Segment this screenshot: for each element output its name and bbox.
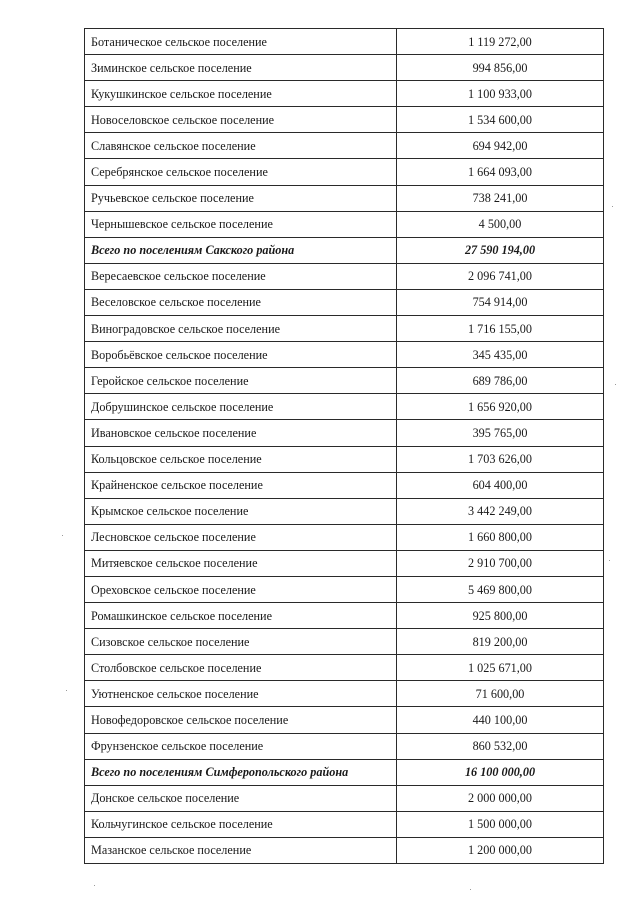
amount-cell: 5 469 800,00: [397, 576, 604, 602]
table-row: [85, 29, 604, 55]
settlement-name-cell: Чернышевское сельское поселение: [85, 211, 397, 237]
amount-cell: 1 660 800,00: [397, 524, 604, 550]
amount-cell: 754 914,00: [397, 289, 604, 315]
scan-speck: [609, 560, 610, 561]
table-row: [85, 524, 604, 550]
amount-cell: 1 664 093,00: [397, 159, 604, 185]
scan-speck: [470, 889, 471, 890]
settlement-name-cell: Ромашкинское сельское поселение: [85, 603, 397, 629]
settlement-name-cell: Новофедоровское сельское поселение: [85, 707, 397, 733]
table-row: [85, 681, 604, 707]
table-row: [85, 185, 604, 211]
table-row: [85, 629, 604, 655]
amount-cell: 1 703 626,00: [397, 446, 604, 472]
settlement-name-cell: Веселовское сельское поселение: [85, 289, 397, 315]
settlement-name-cell: Воробьёвское сельское поселение: [85, 342, 397, 368]
settlement-name-cell: Ручьевское сельское поселение: [85, 185, 397, 211]
amount-cell: 925 800,00: [397, 603, 604, 629]
amount-cell: 1 500 000,00: [397, 811, 604, 837]
amount-cell: 3 442 249,00: [397, 498, 604, 524]
amount-cell: 4 500,00: [397, 211, 604, 237]
table-row: [85, 159, 604, 185]
settlement-name-cell: Донское сельское поселение: [85, 785, 397, 811]
amount-cell: 2 096 741,00: [397, 263, 604, 289]
settlement-name-cell: Геройское сельское поселение: [85, 368, 397, 394]
settlement-name-cell: Уютненское сельское поселение: [85, 681, 397, 707]
settlement-name-cell: Ботаническое сельское поселение: [85, 29, 397, 55]
scan-speck: [66, 690, 67, 691]
scan-speck: [94, 885, 95, 886]
table-row: [85, 603, 604, 629]
amount-cell: 1 534 600,00: [397, 107, 604, 133]
district-total-label: Всего по поселениям Сакского района: [85, 237, 397, 263]
settlement-name-cell: Добрушинское сельское поселение: [85, 394, 397, 420]
settlement-name-cell: Митяевское сельское поселение: [85, 550, 397, 576]
settlement-name-cell: Лесновское сельское поселение: [85, 524, 397, 550]
settlement-name-cell: Крымское сельское поселение: [85, 498, 397, 524]
settlement-name-cell: Серебрянское сельское поселение: [85, 159, 397, 185]
settlement-name-cell: Сизовское сельское поселение: [85, 629, 397, 655]
amount-cell: 1 200 000,00: [397, 837, 604, 863]
amount-cell: 860 532,00: [397, 733, 604, 759]
scan-speck: [62, 535, 63, 536]
table-row: [85, 263, 604, 289]
amount-cell: 1 025 671,00: [397, 655, 604, 681]
amount-cell: 604 400,00: [397, 472, 604, 498]
amount-cell: 345 435,00: [397, 342, 604, 368]
settlement-name-cell: Фрунзенское сельское поселение: [85, 733, 397, 759]
amount-cell: 819 200,00: [397, 629, 604, 655]
table-row: [85, 498, 604, 524]
amount-cell: 2 000 000,00: [397, 785, 604, 811]
settlement-name-cell: Кукушкинское сельское поселение: [85, 81, 397, 107]
table-row: [85, 81, 604, 107]
scan-speck: [615, 384, 616, 385]
settlement-name-cell: Крайненское сельское поселение: [85, 472, 397, 498]
amount-cell: 994 856,00: [397, 55, 604, 81]
table-body: [85, 29, 604, 864]
amount-cell: 395 765,00: [397, 420, 604, 446]
table-row: [85, 342, 604, 368]
settlement-name-cell: Столбовское сельское поселение: [85, 655, 397, 681]
district-total-label: Всего по поселениям Симферопольского района: [85, 759, 397, 785]
table-row: [85, 837, 604, 863]
scan-speck: [612, 206, 613, 207]
settlement-name-cell: Мазанское сельское поселение: [85, 837, 397, 863]
table-row: [85, 107, 604, 133]
table-row: [85, 550, 604, 576]
settlement-name-cell: Кольчугинское сельское поселение: [85, 811, 397, 837]
table-row: [85, 446, 604, 472]
amount-cell: 1 656 920,00: [397, 394, 604, 420]
amount-cell: 2 910 700,00: [397, 550, 604, 576]
settlement-name-cell: Кольцовское сельское поселение: [85, 446, 397, 472]
settlement-name-cell: Ореховское сельское поселение: [85, 576, 397, 602]
settlement-name-cell: Новоселовское сельское поселение: [85, 107, 397, 133]
amount-cell: 694 942,00: [397, 133, 604, 159]
district-total-row: [85, 759, 604, 785]
table-row: [85, 733, 604, 759]
amount-cell: 1 100 933,00: [397, 81, 604, 107]
table-row: [85, 785, 604, 811]
table-row: [85, 211, 604, 237]
table-row: [85, 576, 604, 602]
settlement-name-cell: Ивановское сельское поселение: [85, 420, 397, 446]
table-row: [85, 472, 604, 498]
settlements-budget-table: [84, 28, 604, 864]
district-total-amount: 27 590 194,00: [397, 237, 604, 263]
settlement-name-cell: Зиминское сельское поселение: [85, 55, 397, 81]
settlement-name-cell: Вересаевское сельское поселение: [85, 263, 397, 289]
table-row: [85, 368, 604, 394]
table-row: [85, 420, 604, 446]
table-row: [85, 133, 604, 159]
amount-cell: 738 241,00: [397, 185, 604, 211]
table-row: [85, 811, 604, 837]
table-row: [85, 655, 604, 681]
amount-cell: 1 716 155,00: [397, 316, 604, 342]
district-total-row: [85, 237, 604, 263]
district-total-amount: 16 100 000,00: [397, 759, 604, 785]
amount-cell: 689 786,00: [397, 368, 604, 394]
table-row: [85, 394, 604, 420]
table-row: [85, 55, 604, 81]
settlement-name-cell: Виноградовское сельское поселение: [85, 316, 397, 342]
amount-cell: 71 600,00: [397, 681, 604, 707]
table-row: [85, 316, 604, 342]
table-row: [85, 707, 604, 733]
amount-cell: 440 100,00: [397, 707, 604, 733]
amount-cell: 1 119 272,00: [397, 29, 604, 55]
settlement-name-cell: Славянское сельское поселение: [85, 133, 397, 159]
table-row: [85, 289, 604, 315]
